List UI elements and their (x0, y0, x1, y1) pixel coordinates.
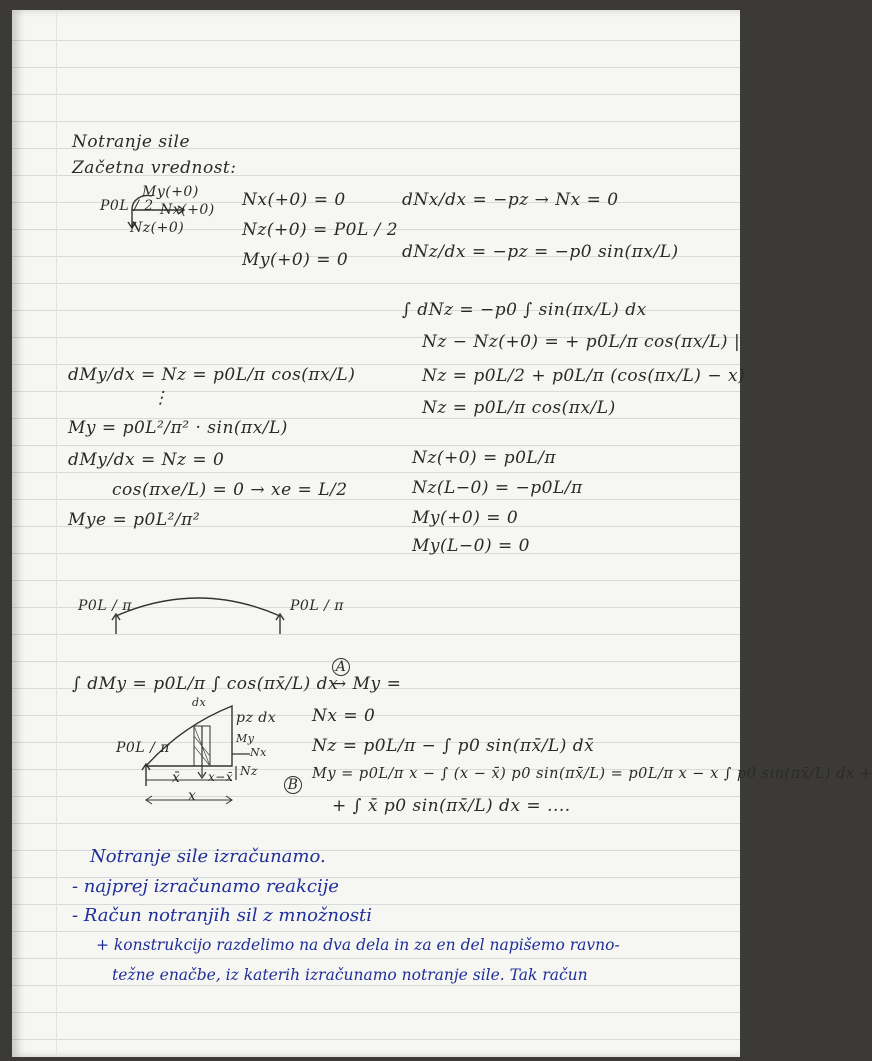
eq-my: My = p0L/π x − ∫ (x − x̄) p0 sin(πx̄/L) = p0L/π x − x ∫ p0 sin(πx̄/L) dx + (312, 766, 872, 782)
fig-pz-label: pz dx (236, 710, 277, 726)
fig-my-label: My (236, 732, 255, 745)
integral-arrow: → My = (332, 674, 402, 694)
my-label: My(+0) (142, 184, 199, 200)
fig-nx-label: Nx (250, 746, 267, 759)
eq-nz0: Nz(+0) = P0L / 2 (242, 220, 399, 240)
note-2: - najprej izračunamo reakcije (72, 876, 339, 897)
left-line-2: ⋮ (152, 388, 170, 408)
note-1: Notranje sile izračunamo. (90, 846, 326, 867)
right-line-6: Nz = p0L/π cos(πx/L) (422, 398, 616, 418)
left-line-6: Mye = p0L²/π² (68, 510, 201, 530)
force-label: P0L / 2 (100, 198, 154, 214)
right-line-1: dNx/dx = −pz → Nx = 0 (402, 190, 619, 210)
left-line-5: cos(πxe/L) = 0 → xe = L/2 (112, 480, 348, 500)
right-line-3: ∫ dNz = −p0 ∫ sin(πx/L) dx (402, 300, 647, 320)
fig-force-label: P0L / π (116, 740, 170, 756)
circle-a: A (332, 658, 350, 676)
nx-label: Nx(+0) (160, 202, 215, 218)
fig-x-minus-label: x−x̄ (208, 770, 234, 784)
eq-nx: Nx = 0 (312, 706, 376, 726)
notebook-page (12, 10, 872, 1057)
bc-line-3: My(+0) = 0 (412, 508, 519, 528)
left-line-3: My = p0L²/π² · sin(πx/L) (68, 418, 288, 438)
note-3: - Račun notranjih sil z množnosti (72, 905, 373, 926)
circle-b: B (284, 776, 302, 794)
bc-line-4: My(L−0) = 0 (412, 536, 530, 556)
arch-right-label: P0L / π (290, 598, 344, 614)
note-5: težne enačbe, iz katerih izračunamo notranje sile. Tak račun (112, 966, 588, 984)
eq-my-cont: + ∫ x̄ p0 sin(πx̄/L) dx = .... (332, 796, 571, 816)
subtitle: Začetna vrednost: (72, 158, 237, 178)
right-line-4: Nz − Nz(+0) = + p0L/π cos(πx/L) | (422, 332, 741, 352)
eq-nz: Nz = p0L/π − ∫ p0 sin(πx̄/L) dx̄ (312, 736, 595, 756)
fig-nz-label: Nz (240, 764, 258, 778)
fig-xbar-label: x̄ (172, 770, 181, 786)
left-line-1: dMy/dx = Nz = p0L/π cos(πx/L) (68, 365, 356, 385)
right-line-5: Nz = p0L/2 + p0L/π (cos(πx/L) − x) (422, 366, 746, 386)
arch-left-label: P0L / π (78, 598, 132, 614)
note-4: + konstrukcijo razdelimo na dva dela in za en del napišemo ravno- (96, 936, 620, 954)
nz-label: Nz(+0) (130, 220, 185, 236)
right-line-2: dNz/dx = −pz = −p0 sin(πx/L) (402, 242, 679, 262)
arch-sketch (108, 588, 288, 636)
integral-main: ∫ dMy = p0L/π ∫ cos(πx̄/L) dx (72, 674, 339, 694)
bc-line-2: Nz(L−0) = −p0L/π (412, 478, 583, 498)
eq-my0: My(+0) = 0 (242, 250, 349, 270)
fig-dx-label: dx (192, 696, 207, 709)
margin-line (56, 10, 57, 1057)
left-line-4: dMy/dx = Nz = 0 (68, 450, 225, 470)
eq-nx0: Nx(+0) = 0 (242, 190, 346, 210)
bc-line-1: Nz(+0) = p0L/π (412, 448, 557, 468)
page-title: Notranje sile (72, 132, 191, 152)
fig-x-label: x (188, 788, 197, 804)
